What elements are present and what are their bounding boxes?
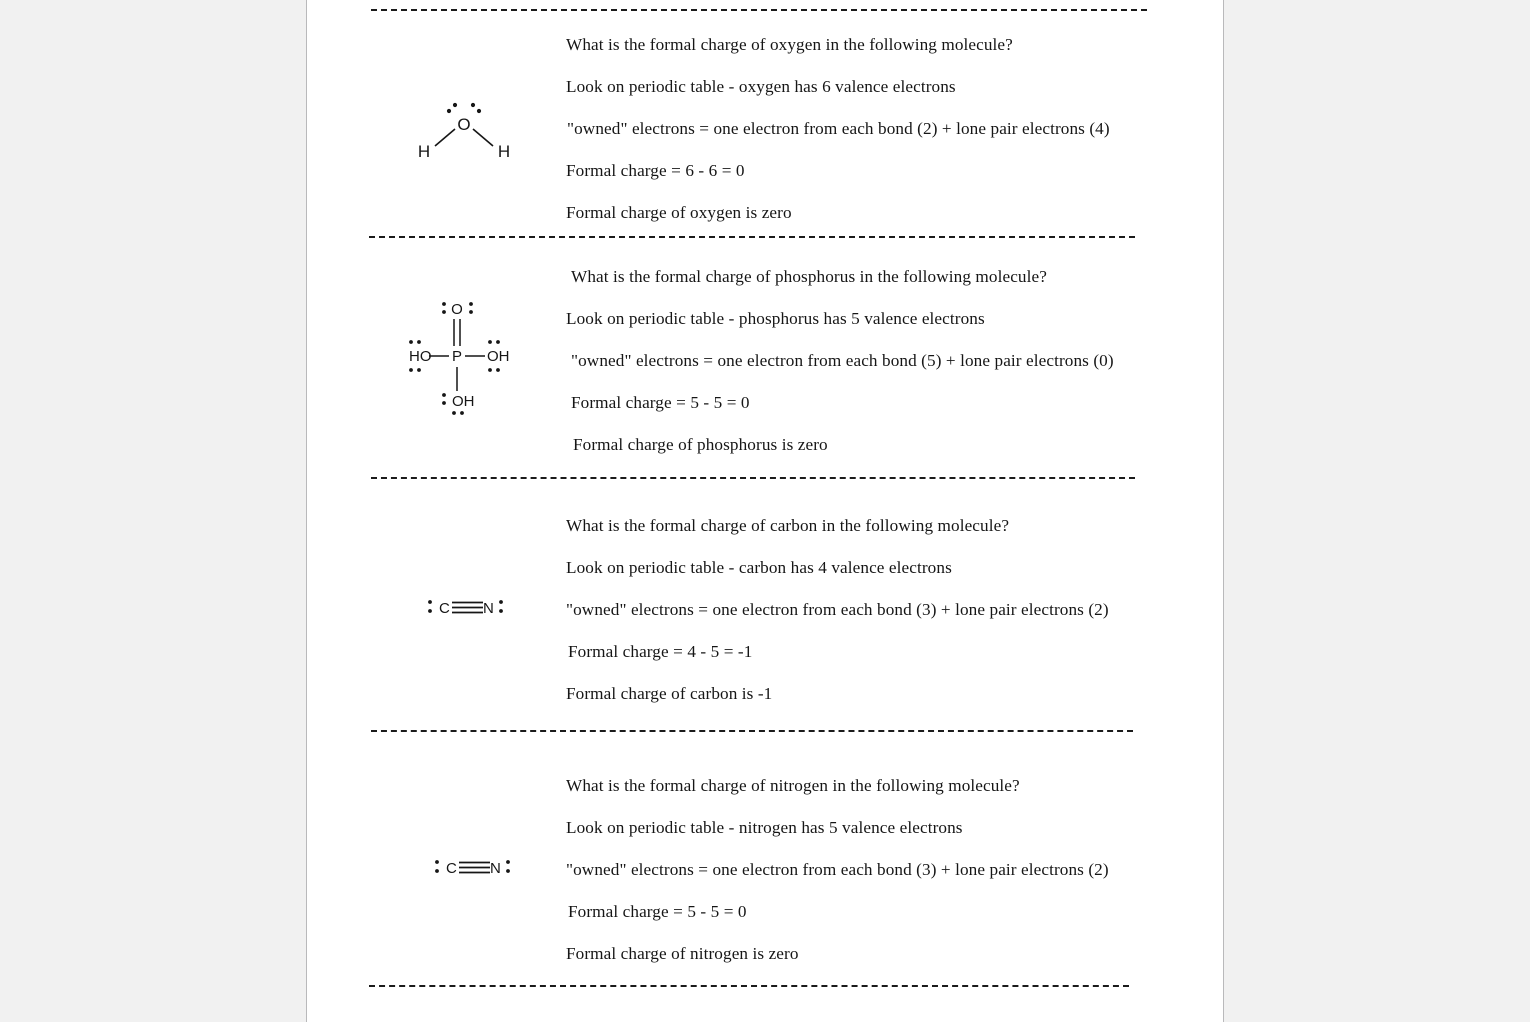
formal-charge-result: Formal charge of nitrogen is zero [566, 944, 799, 963]
svg-text:C: C [439, 600, 450, 617]
phosphoric-acid-molecule-diagram [387, 296, 537, 416]
svg-text:HO: HO [409, 348, 432, 365]
formal-charge-equation: Formal charge = 5 - 5 = 0 [568, 902, 747, 921]
svg-text:P: P [451, 348, 463, 365]
svg-text:C: C [446, 860, 457, 877]
svg-text:H: H [417, 142, 431, 161]
formal-charge-equation: Formal charge = 5 - 5 = 0 [571, 393, 750, 412]
cyanide-molecule-diagram-carbon [425, 592, 520, 622]
water-molecule-diagram [405, 92, 535, 164]
cyanide-lewis-structure [432, 852, 527, 882]
valence-line: Look on periodic table - nitrogen has 5 valence electrons [566, 818, 963, 837]
formal-charge-equation: Formal charge = 6 - 6 = 0 [566, 161, 745, 180]
valence-line: Look on periodic table - oxygen has 6 valence electrons [566, 77, 956, 96]
question-line: What is the formal charge of oxygen in the following molecule? [566, 35, 1013, 54]
section-divider [369, 236, 1135, 238]
valence-line: Look on periodic table - phosphorus has 5 valence electrons [566, 309, 985, 328]
water-lewis-structure [405, 92, 535, 164]
owned-electrons-line: "owned" electrons = one electron from each bond (2) + lone pair electrons (4) [567, 119, 1110, 138]
formal-charge-equation: Formal charge = 4 - 5 = -1 [568, 642, 753, 661]
section-divider [371, 477, 1135, 479]
svg-text:O: O [457, 115, 471, 134]
valence-line: Look on periodic table - carbon has 4 valence electrons [566, 558, 952, 577]
document-page [306, 0, 1224, 1022]
section-divider [371, 730, 1133, 732]
svg-text:O: O [451, 301, 463, 318]
question-line: What is the formal charge of nitrogen in the following molecule? [566, 776, 1020, 795]
svg-text:H: H [497, 142, 511, 161]
owned-electrons-line: "owned" electrons = one electron from each bond (5) + lone pair electrons (0) [571, 351, 1114, 370]
cyanide-lewis-structure [425, 592, 520, 622]
phosphoric-acid-lewis-structure [387, 296, 537, 416]
cyanide-molecule-diagram-nitrogen [432, 852, 527, 882]
formal-charge-result: Formal charge of oxygen is zero [566, 203, 792, 222]
section-divider [369, 985, 1129, 987]
svg-text:N: N [483, 600, 494, 617]
owned-electrons-line: "owned" electrons = one electron from each bond (3) + lone pair electrons (2) [566, 860, 1109, 879]
question-line: What is the formal charge of phosphorus in the following molecule? [571, 267, 1047, 286]
svg-text:OH: OH [452, 393, 475, 410]
owned-electrons-line: "owned" electrons = one electron from each bond (3) + lone pair electrons (2) [566, 600, 1109, 619]
svg-text:N: N [490, 860, 501, 877]
section-divider [371, 9, 1147, 11]
formal-charge-result: Formal charge of carbon is -1 [566, 684, 773, 703]
question-line: What is the formal charge of carbon in the following molecule? [566, 516, 1010, 535]
formal-charge-result: Formal charge of phosphorus is zero [573, 435, 828, 454]
svg-text:OH: OH [487, 348, 510, 365]
